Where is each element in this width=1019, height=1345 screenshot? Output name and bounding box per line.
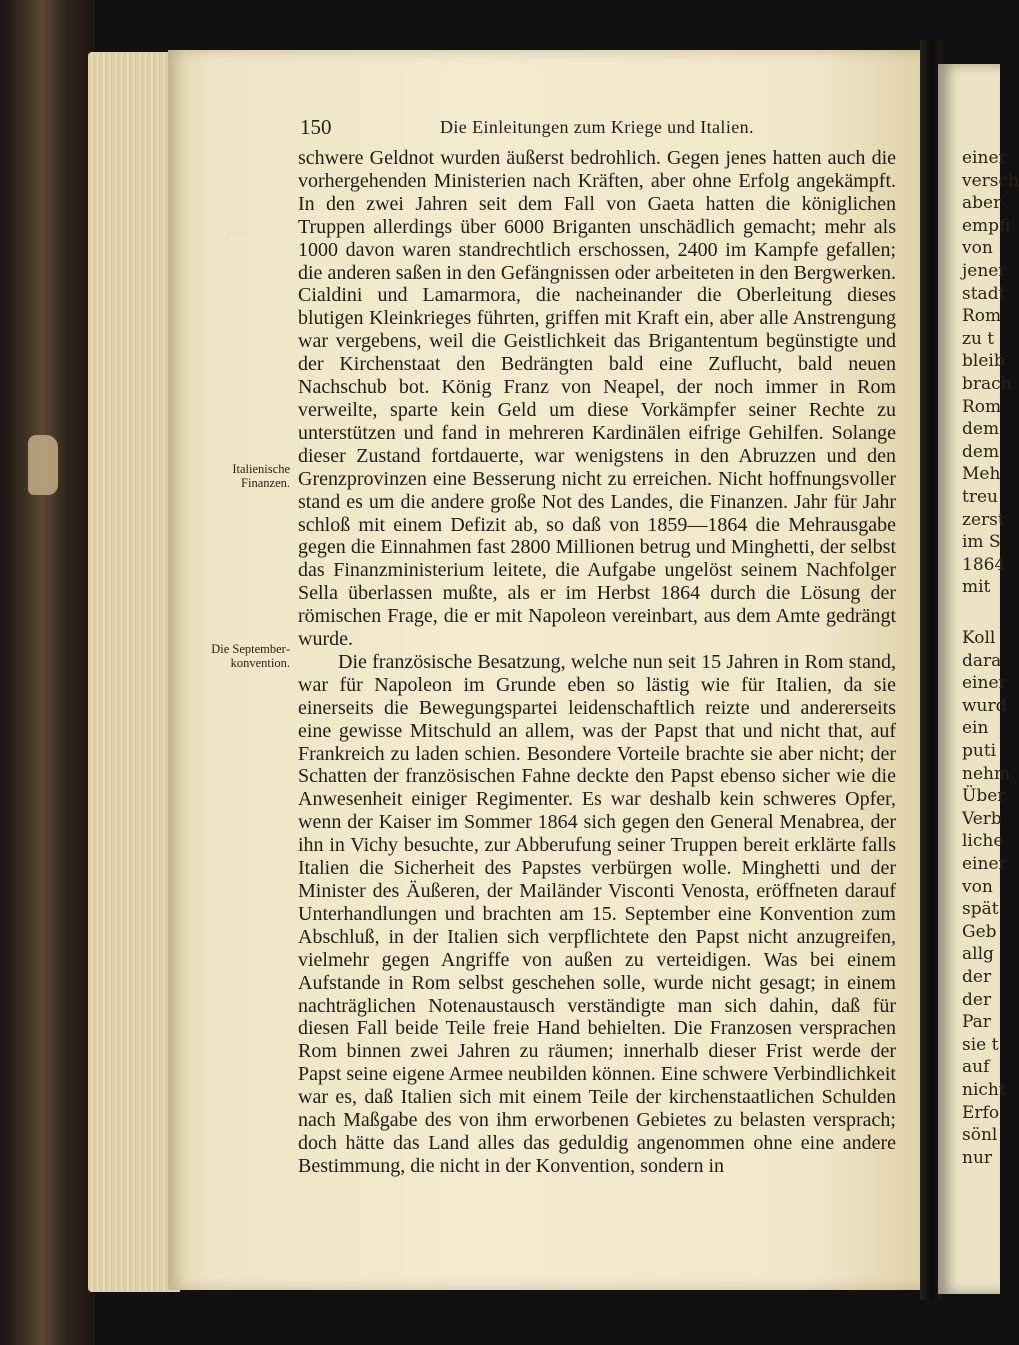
facing-page-fragment: Erfo xyxy=(962,1102,1000,1123)
facing-page-fragment: dara xyxy=(962,650,1002,671)
facing-page-fragment: auf xyxy=(962,1057,990,1078)
facing-page-fragment: sönl xyxy=(962,1125,998,1146)
facing-page-fragment: stadt xyxy=(962,283,1006,304)
facing-page-fragment: mit xyxy=(962,577,991,598)
facing-page-fragment: liche xyxy=(962,831,1004,852)
facing-page-fragment: Rom xyxy=(962,306,1002,327)
facing-page-fragment: einer xyxy=(962,854,1007,874)
page-edges xyxy=(88,52,180,1292)
facing-page-fragment: nehm xyxy=(962,763,1011,784)
facing-page-fragment: Geb xyxy=(962,921,997,942)
facing-page-fragment: Koll xyxy=(962,628,996,648)
margin-note-september: Die Septemberkonvention. xyxy=(211,642,290,670)
facing-page-fragment: ein xyxy=(962,718,989,739)
facing-page-fragment: 1864 xyxy=(962,554,1006,575)
facing-page-fragment: jener xyxy=(962,261,1007,281)
facing-page-fragment: der xyxy=(962,967,992,987)
paragraph: Die französische Besatzung, welche nun seit 15 Jahren in Rom stand, war für Napoleon im Grunde eben so lästig wie für Italien, da sie einerseits die Bewegungspartei leidenschaftlich reizte und andererseits eine gewisse Mitschuld an allem, was der Papst that und nicht that, auf Frankreich zu laden schien. Besondere Vorteile brachte sie aber nicht; der Schatten der französischen Fahne deckte den Papst ebenso sicher wie die Anwesenheit einiger Regimenter. Es war deshalb kein schweres Opfer, wenn der Kaiser im Sommer 1864 sich gegen den General Menabrea, der ihn in Vichy besuchte, zur Abberufung seiner Truppen bereit erklärte falls Italien die Sicherheit des Papstes verbürgen wolle. Minghetti und der Minister des Äußeren, der Mailänder Visconti Venosta, eröffneten darauf Unterhandlungen und brachten am 15. September eine Konvention zum Abschluß, in der Italien sich verpflichtete den Papst nicht anzugreifen, vielmehr gegen Angriffe von außen zu verteidigen. Was bei einem Aufstande in Rom selbst geschehen solle, wurde nicht gesagt; in einem nachträglichen Notenaustausch verständigte man sich dahin, daß für diesen Fall beide Teile freie Hand behielten. Die Franzosen versprachen Rom binnen zwei Jahren zu räumen; innerhalb dieser Frist werde der Papst seine eigene Armee neubilden können. Eine schwere Verbindlichkeit war es, daß Italien sich mit einem Teile der kirchenstaatlichen Schulden nach Maßgabe des von ihm erworbenen Gebietes zu belasten versprach; doch hätte das Land alles das geduldig angenommen ohne eine andere Bestimmung, die nicht in der Konvention, sondern in xyxy=(298,650,896,1177)
facing-page-fragment: Rom xyxy=(962,396,1002,417)
facing-page-fragment: nur xyxy=(962,1147,993,1168)
facing-page-fragment: empfi xyxy=(962,215,1011,236)
bleed-through: · · · xyxy=(228,230,243,241)
book-binding xyxy=(0,0,95,1345)
facing-page-fragment: dem xyxy=(962,419,1000,440)
body-text xyxy=(298,147,896,1178)
facing-page-fragment: nicht xyxy=(962,1080,1006,1100)
facing-page-fragment: allg xyxy=(962,944,994,965)
facing-page-fragment: der xyxy=(962,989,992,1010)
facing-page-fragment: spät xyxy=(962,899,999,920)
margin-note-finanzen: Italienische Finanzen. xyxy=(232,462,290,490)
facing-page-fragment: im S xyxy=(962,532,1001,553)
facing-page-fragment: wurd xyxy=(962,695,1007,716)
facing-page-fragment: Meh xyxy=(962,464,1001,485)
page-number: 150 xyxy=(300,115,332,139)
facing-page-fragment: puti xyxy=(962,741,997,761)
facing-page-fragment: dem xyxy=(962,441,1000,462)
facing-page-fragment: sie t xyxy=(962,1034,999,1055)
facing-page-fragment: zerst xyxy=(962,509,1005,530)
facing-page-fragment: von xyxy=(962,876,993,897)
facing-page-fragment: versch xyxy=(962,170,1019,191)
facing-page-fragment: einer xyxy=(962,673,1007,694)
facing-page-fragment: Verb xyxy=(962,808,1002,829)
running-title: Die Einleitungen zum Kriege und Italien. xyxy=(440,117,754,137)
facing-page xyxy=(938,64,1019,1294)
facing-page-fragment: aber xyxy=(962,193,1002,214)
facing-page-fragment: zu t xyxy=(962,328,995,349)
facing-page-fragment: treu xyxy=(962,487,998,507)
facing-page-fragment: brach xyxy=(962,374,1012,394)
facing-page-fragment: bleib xyxy=(962,351,1005,372)
paragraph: schwere Geldnot wurden äußerst bedrohlich. Gegen jenes hatten auch die vorhergehenden Ministerien nach Kräften, aber ohne Erfolg angekämpft. In den zwei Jahren seit dem Fall von Gaeta hatten die königlichen Truppen allerdings über 6000 Briganten unschädlich gemacht; mehr als 1000 davon waren standrechtlich erschossen, 2400 im Kampfe gefallen; die anderen saßen in den Gefängnissen oder arbeiteten in den Bergwerken. Cialdini und Lamarmora, die nacheinander die Oberleitung dieses blutigen Kleinkrieges führten, griffen mit Kraft ein, aber alle Anstrengung war vergebens, weil die Geistlichkeit das Brigantentum begünstigte und der Kirchenstaat den Bedrängten bald eine Zuflucht, bald neuen Nachschub bot. König Franz von Neapel, der noch immer in Rom verweilte, sparte kein Geld um diese Vorkämpfer seiner Rechte zu unterstützen und fand in mehreren Kardinälen eifrige Gehilfen. Solange dieser Zustand fortdauerte, war wenigstens in den Abruzzen und den Grenzprovinzen eine Besserung nicht zu erreichen. Nicht hoffnungsvoller stand es um die andere große Not des Landes, die Finanzen. Jahr für Jahr schloß mit einem Defizit ab, so daß von 1859—1864 die Mehrausgabe gegen die Einnahmen fast 2800 Millionen betrug und Minghetti, der selbst das Finanzministerium leitete, die Aufgabe ungelöst seinem Nachfolger Sella überlassen mußte, als er im Herbst 1864 durch die Lösung der römischen Frage, die er mit Napoleon vereinbart, aus dem Amte gedrängt wurde. xyxy=(298,147,896,651)
binding-tear xyxy=(28,435,58,495)
facing-page-fragment: Par xyxy=(962,1012,991,1033)
facing-page-fragment: Über xyxy=(962,786,1006,807)
facing-page-fragment: einer xyxy=(962,148,1007,168)
facing-page-fragment: von xyxy=(962,238,993,259)
